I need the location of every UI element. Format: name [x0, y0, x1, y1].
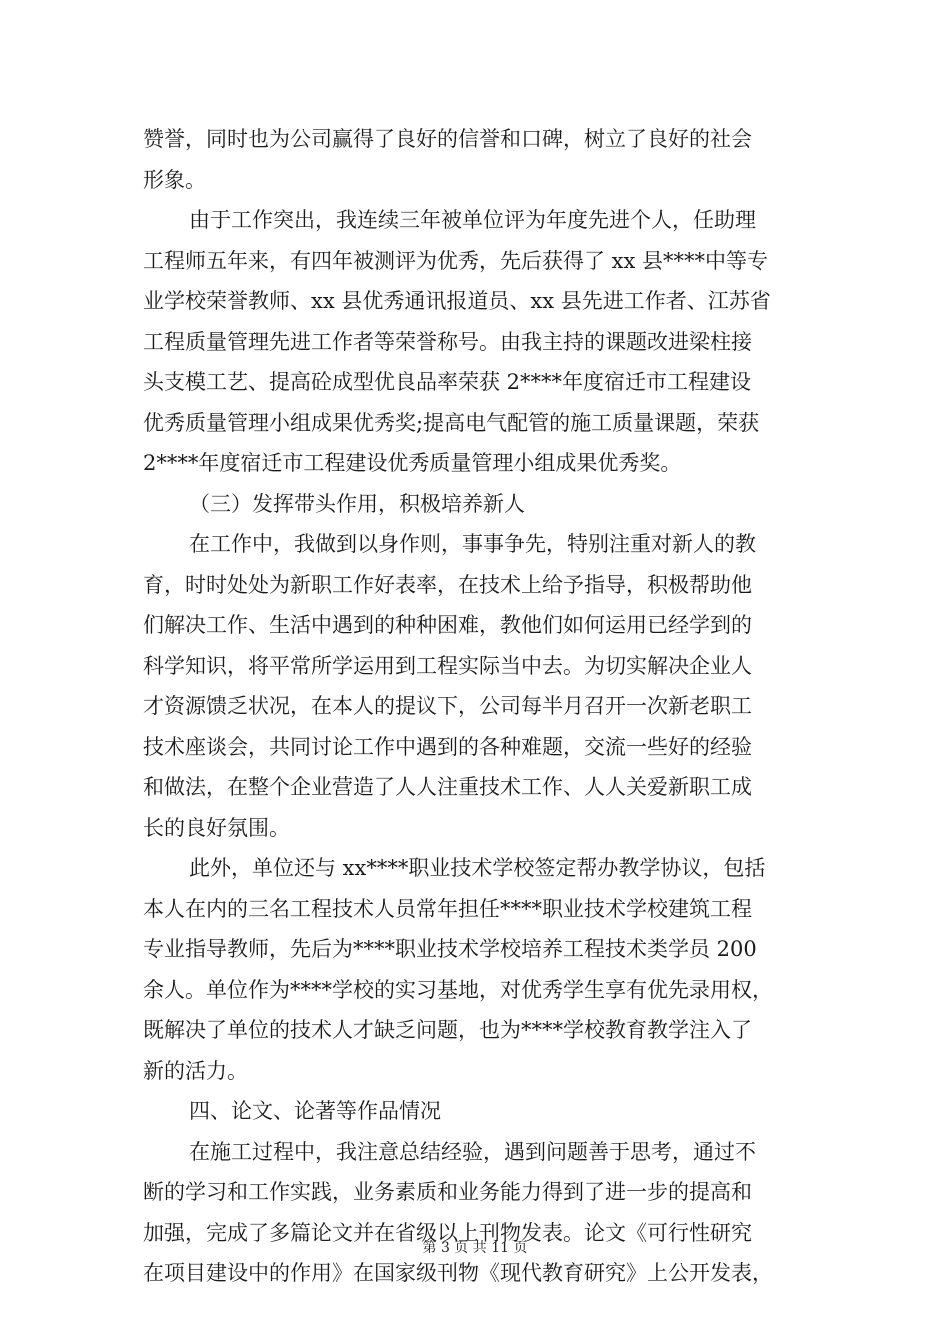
- section-heading-line: 四、论文、论著等作品情况: [189, 1099, 441, 1123]
- text-line: 2****年度宿迁市工程建设优秀质量管理小组成果优秀奖。: [143, 451, 682, 475]
- page-footer: [0, 1237, 950, 1257]
- text-line: 业学校荣誉教师、xx 县优秀通讯报道员、xx 县先进工作者、江苏省: [143, 289, 771, 313]
- text-line: 才资源馈乏状况，在本人的提议下，公司每半月召开一次新老职工: [143, 694, 752, 718]
- text-line: 工程师五年来，有四年被测评为优秀，先后获得了 xx 县****中等专: [143, 248, 769, 273]
- text-line: 工程质量管理先进工作者等荣誉称号。由我主持的课题改进梁柱接: [143, 329, 752, 354]
- text-line: 和做法，在整个企业营造了人人注重技术工作、人人关爱新职工成: [143, 775, 752, 799]
- text-line: 技术座谈会，共同讨论工作中遇到的各种难题，交流一些好的经验: [143, 734, 752, 759]
- page-number-label: 第 3 页 共 11 页: [422, 1240, 528, 1256]
- text-line: 新的活力。: [143, 1058, 248, 1083]
- text-line: 赞誉，同时也为公司赢得了良好的信誉和口碑，树立了良好的社会: [143, 127, 752, 151]
- section-heading-line: （三）发挥带头作用，积极培养新人: [189, 491, 525, 516]
- text-line: 断的学习和工作实践，业务素质和业务能力得到了进一步的提高和: [143, 1180, 752, 1204]
- text-line: 此外，单位还与 xx****职业技术学校签定帮办教学协议，包括: [189, 856, 766, 880]
- text-line: 本人在内的三名工程技术人员常年担任****职业技术学校建筑工程: [143, 896, 752, 921]
- text-line: 在项目建设中的作用》在国家级刊物《现代教育研究》上公开发表，: [143, 1261, 773, 1285]
- text-line: 育，时时处处为新职工作好表率，在技术上给予指导，积极帮助他: [143, 572, 752, 597]
- text-line: 科学知识，将平常所学运用到工程实际当中去。为切实解决企业人: [143, 653, 752, 678]
- text-line: 余人。单位作为****学校的实习基地，对优秀学生享有优先录用权，: [143, 977, 773, 1002]
- document-body: [143, 119, 810, 1294]
- text-line: 既解决了单位的技术人才缺乏问题，也为****学校教育教学注入了: [143, 1018, 752, 1042]
- text-line: 形象。: [143, 167, 206, 192]
- text-line: 们解决工作、生活中遇到的种种困难，教他们如何运用已经学到的: [143, 613, 752, 637]
- text-line: 加强，完成了多篇论文并在省级以上刊物发表。论文《可行性研究: [143, 1220, 752, 1245]
- text-line: 头支模工艺、提高砼成型优良品率荣获 2****年度宿迁市工程建设: [143, 370, 752, 394]
- text-line: 优秀质量管理小组成果优秀奖;提高电气配管的施工质量课题，荣获: [143, 410, 760, 435]
- text-line: 在工作中，我做到以身作则，事事争先，特别注重对新人的教: [189, 532, 756, 556]
- text-line: 长的良好氛围。: [143, 815, 290, 840]
- text-line: 在施工过程中，我注意总结经验，遇到问题善于思考，通过不: [189, 1139, 756, 1164]
- text-line: 专业指导教师，先后为****职业技术学校培养工程技术类学员 200: [143, 937, 757, 961]
- text-line: 由于工作突出，我连续三年被单位评为年度先进个人，任助理: [189, 208, 756, 232]
